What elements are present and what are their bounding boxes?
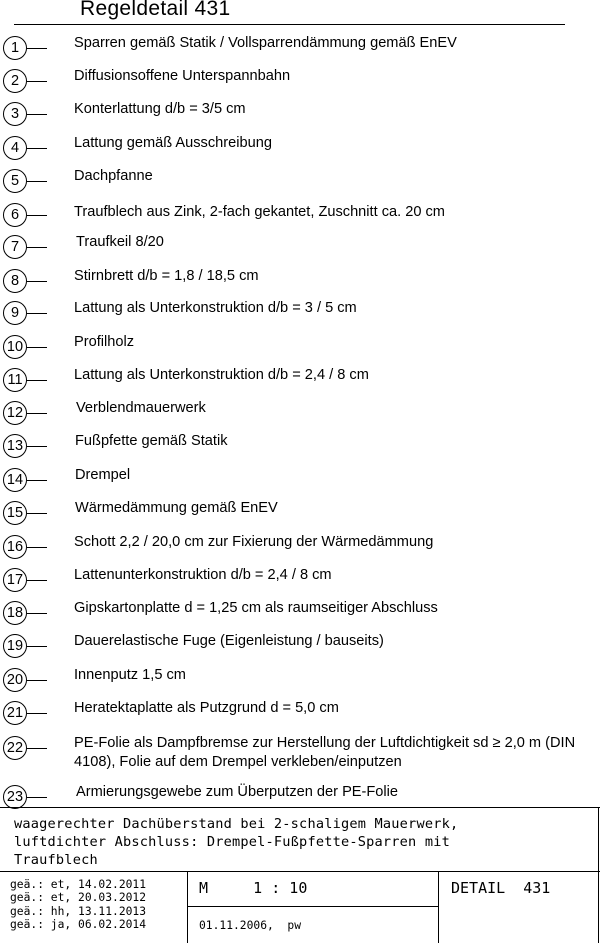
leader-line [27, 580, 47, 581]
item-text: Lattenunterkonstruktion d/b = 2,4 / 8 cm [74, 567, 332, 583]
legend-item [0, 201, 600, 229]
leader-line [27, 281, 47, 282]
item-text: Heratektaplatte als Putzgrund d = 5,0 cm [74, 700, 339, 716]
title-block-top-border [0, 807, 600, 808]
item-number-circle: 7 [3, 235, 27, 259]
revision-entry: geä.: et, 14.02.2011 [10, 878, 147, 891]
detail-description [14, 815, 594, 869]
item-number-circle: 19 [3, 634, 27, 658]
scale-label: M 1 : 10 [199, 879, 308, 897]
revision-list [10, 878, 146, 932]
legend-item [0, 134, 600, 162]
creation-date: 01.11.2006, pw [199, 919, 302, 932]
item-number-circle: 3 [3, 102, 27, 126]
revision-entry: geä.: et, 20.03.2012 [10, 891, 147, 905]
item-text: Dauerelastische Fuge (Eigenleistung / bauseits) [74, 633, 384, 649]
legend-item [0, 34, 600, 62]
leader-line [27, 81, 47, 82]
legend-item [0, 734, 600, 774]
item-text: Diffusionsoffene Unterspannbahn [74, 68, 291, 84]
item-text: Sparren gemäß Statik / Vollsparrendämmung gemäß EnEV [74, 35, 457, 51]
leader-line [27, 313, 47, 314]
page-title: Regeldetail 431 [80, 0, 231, 20]
item-text: PE-Folie als Dampfbremse zur Herstellung der Luftdichtigkeit sd ≥ 2,0 m (DIN 4108), Folie auf dem Drempel verkleben/einputzen [74, 735, 576, 770]
leader-line [27, 446, 47, 447]
leader-line [27, 181, 47, 182]
item-number-circle: 14 [3, 468, 27, 492]
legend-item [0, 100, 600, 128]
description-line: Traufblech [14, 852, 98, 868]
item-number-circle: 13 [3, 434, 27, 458]
item-text: Fußpfette gemäß Statik [75, 433, 228, 449]
legend-item [0, 699, 600, 727]
leader-line [27, 680, 47, 681]
item-number-circle: 10 [3, 335, 27, 359]
legend-item [0, 666, 600, 694]
legend-item [0, 167, 600, 195]
leader-line [27, 413, 47, 414]
legend-item [0, 466, 600, 494]
leader-line [27, 48, 47, 49]
leader-line [27, 247, 47, 248]
item-text: Konterlattung d/b = 3/5 cm [74, 101, 246, 117]
item-text: Traufblech aus Zink, 2-fach gekantet, Zuschnitt ca. 20 cm [74, 204, 445, 220]
item-number-circle: 11 [3, 368, 27, 392]
item-text: Traufkeil 8/20 [76, 234, 164, 250]
item-text: Dachpfanne [74, 168, 153, 184]
legend-item [0, 299, 600, 327]
item-text: Gipskartonplatte d = 1,25 cm als raumseitiger Abschluss [74, 600, 438, 616]
legend-item [0, 533, 600, 561]
leader-line [27, 114, 47, 115]
leader-line [27, 713, 47, 714]
title-block-column-divider [187, 871, 188, 943]
detail-number: DETAIL 431 [451, 879, 551, 897]
item-number-circle: 9 [3, 301, 27, 325]
description-line: waagerechter Dachüberstand bei 2-schaligem Mauerwerk, [14, 816, 459, 832]
item-number-circle: 20 [3, 668, 27, 692]
leader-line [27, 613, 47, 614]
item-text: Innenputz 1,5 cm [74, 667, 186, 683]
item-text: Stirnbrett d/b = 1,8 / 18,5 cm [74, 268, 259, 284]
leader-line [27, 380, 47, 381]
legend-item [0, 599, 600, 627]
leader-line [27, 480, 47, 481]
item-number-circle: 6 [3, 203, 27, 227]
item-number-circle: 17 [3, 568, 27, 592]
item-number-circle: 21 [3, 701, 27, 725]
leader-line [27, 646, 47, 647]
item-number-circle: 15 [3, 501, 27, 525]
item-text: Lattung als Unterkonstruktion d/b = 2,4 / 8 cm [74, 367, 369, 383]
item-number-circle: 12 [3, 401, 27, 425]
item-text: Schott 2,2 / 20,0 cm zur Fixierung der Wärmedämmung [74, 534, 434, 550]
item-number-circle: 1 [3, 36, 27, 60]
item-number-circle: 4 [3, 136, 27, 160]
revision-entry: geä.: ja, 06.02.2014 [10, 918, 147, 932]
leader-line [27, 748, 47, 749]
legend-item [0, 333, 600, 361]
legend-item [0, 366, 600, 394]
item-text: Lattung als Unterkonstruktion d/b = 3 / 5 cm [74, 300, 357, 316]
title-block [0, 807, 600, 943]
item-number-circle: 2 [3, 69, 27, 93]
item-number-circle: 8 [3, 269, 27, 293]
item-number-circle: 5 [3, 169, 27, 193]
legend-item [0, 499, 600, 527]
leader-line [27, 797, 47, 798]
item-text: Armierungsgewebe zum Überputzen der PE-Folie [76, 784, 399, 800]
leader-line [27, 513, 47, 514]
leader-line [27, 215, 47, 216]
title-block-right-border [598, 807, 599, 943]
description-line: luftdichter Abschluss: Drempel-Fußpfette-Sparren mit [14, 834, 450, 850]
item-number-circle: 22 [3, 736, 27, 760]
item-number-circle: 18 [3, 601, 27, 625]
item-text: Drempel [75, 467, 131, 483]
item-number-circle: 16 [3, 535, 27, 559]
leader-line [27, 148, 47, 149]
title-block-divider [0, 871, 600, 872]
item-text: Lattung gemäß Ausschreibung [74, 135, 272, 151]
item-number-circle: 23 [3, 785, 27, 809]
title-block-mid-divider [187, 906, 438, 907]
title-block-column-divider [438, 871, 439, 943]
legend-item [0, 267, 600, 295]
leader-line [27, 547, 47, 548]
leader-line [27, 347, 47, 348]
legend-item [0, 67, 600, 95]
legend-item [0, 432, 600, 460]
revision-entry: geä.: hh, 13.11.2013 [10, 904, 147, 918]
item-text: Profilholz [74, 334, 135, 350]
item-text: Verblendmauerwerk [76, 400, 206, 416]
legend-item [0, 566, 600, 594]
item-text: Wärmedämmung gemäß EnEV [75, 500, 278, 516]
legend-item [0, 233, 600, 261]
legend-item [0, 399, 600, 427]
legend-item [0, 632, 600, 660]
